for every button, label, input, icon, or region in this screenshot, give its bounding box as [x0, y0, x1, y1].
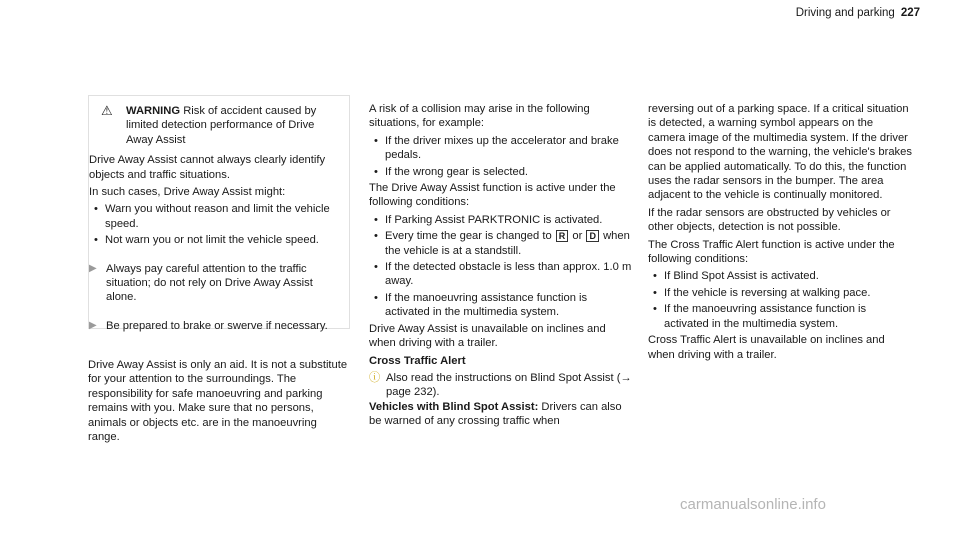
list-item: • If the detected obstacle is less than approx. 1.0 m away.: [369, 260, 632, 289]
watermark: carmanualsonline.info: [680, 496, 826, 513]
arrow-icon: ▶: [89, 319, 97, 331]
info-icon: ⓘ: [369, 371, 381, 384]
body-paragraph: Drivers can also be warned of any crossing traffic when: [369, 400, 622, 428]
list-item: • Warn you without reason and limit the vehicle speed.: [89, 202, 344, 231]
warning-content: [89, 103, 344, 333]
section-heading: Cross Traffic Alert: [369, 354, 466, 367]
list-item: • If Parking Assist PARKTRONIC is activated.: [369, 213, 632, 227]
arrow-icon: ▶: [89, 262, 97, 274]
warning-text: Drive Away Assist cannot always clearly identify objects and traffic situations.: [89, 154, 326, 181]
list-item: • Not warn you or not limit the vehicle speed.: [89, 233, 344, 247]
warning-title: Risk of accident caused by limited detection performance of Drive Away Assist: [126, 105, 317, 146]
column-3: [648, 102, 913, 365]
list-item: • If the driver mixes up the accelerator and brake pedals.: [369, 134, 632, 163]
body-paragraph: Drive Away Assist is only an aid. It is not a substitute for your attention to the surroundings. The responsibility for safe manoeuvring and parking remains with you. Make sure that no persons, animals or objects etc. are in the manoeuvring range.: [88, 359, 348, 444]
list-item: • If the vehicle is reversing at walking pace.: [648, 286, 913, 300]
body-paragraph: If the radar sensors are obstructed by vehicles or other objects, detection is not possible.: [648, 206, 891, 234]
body-paragraph: reversing out of a parking space. If a critical situation is detected, a warning symbol appears on the camera image of the multimedia system. If the driver does not respond to the warning, the vehicle's brakes can be applied automatically. To do this, the function uses the radar sensors in the bumper. The area adjacent to the vehicle is continually monitored.: [648, 103, 912, 202]
section-title: Driving and parking: [795, 7, 895, 19]
body-paragraph: The Drive Away Assist function is active under the following conditions:: [369, 182, 616, 209]
subheading: Vehicles with Blind Spot Assist:: [369, 400, 539, 413]
page-header: [796, 6, 920, 20]
list-item: • If Blind Spot Assist is activated.: [648, 269, 913, 283]
warning-triangle-icon: ⚠: [101, 103, 113, 118]
body-paragraph: A risk of a collision may arise in the following situations, for example:: [369, 103, 590, 130]
warning-text: In such cases, Drive Away Assist might:: [89, 186, 286, 199]
page-number: 227: [900, 7, 920, 19]
list-item: • If the manoeuvring assistance function is activated in the multimedia system.: [648, 302, 913, 331]
list-item: • If the wrong gear is selected.: [369, 165, 632, 179]
body-paragraph: The Cross Traffic Alert function is active under the following conditions:: [648, 238, 895, 266]
column-2: [369, 102, 632, 432]
body-paragraph: Drive Away Assist is unavailable on inclines and when driving with a trailer.: [369, 322, 606, 350]
list-item: • If the manoeuvring assistance function is activated in the multimedia system.: [369, 291, 632, 320]
info-note: ⓘ Also read the instructions on Blind Spot Assist (→ page 232).: [369, 371, 632, 399]
list-item: • Every time the gear is changed to R or D when the vehicle is at a standstill.: [369, 229, 632, 258]
body-paragraph: Cross Traffic Alert is unavailable on inclines and when driving with a trailer.: [648, 334, 885, 361]
list-item: ▶ Always pay careful attention to the traffic situation; do not rely on Drive Away Assist alone.: [89, 262, 313, 304]
list-item: ▶ Be prepared to brake or swerve if necessary.: [89, 319, 328, 332]
column-1: [88, 358, 350, 447]
gear-key-d: D: [586, 230, 599, 242]
gear-key-r: R: [556, 230, 569, 242]
warning-label: WARNING: [126, 105, 181, 117]
